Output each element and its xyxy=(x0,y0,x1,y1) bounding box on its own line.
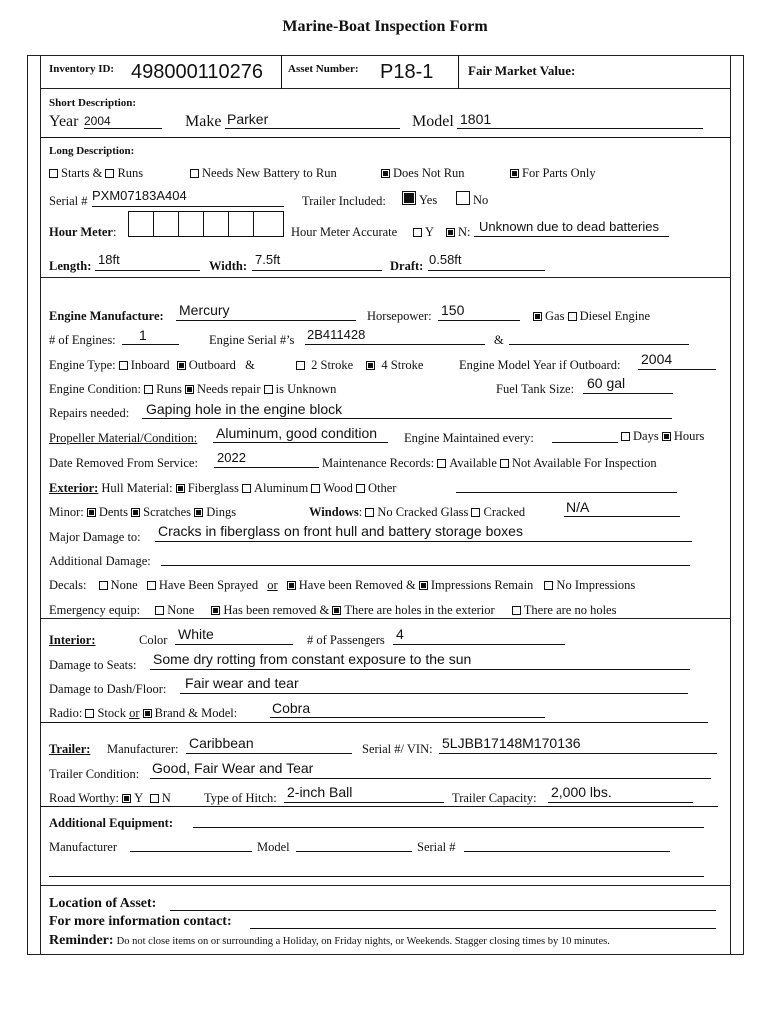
vin-value[interactable]: 5LJBB17148M170136 xyxy=(442,735,581,751)
engine-serial-label: Engine Serial #’s xyxy=(209,333,295,347)
other-line xyxy=(456,492,677,493)
vin-line xyxy=(439,753,717,754)
major-damage-value[interactable]: Cracks in fiberglass on front hull and battery storage boxes xyxy=(158,523,523,539)
engine-type-label: Engine Type: xyxy=(49,358,116,372)
fiberglass-checkbox[interactable] xyxy=(176,484,185,493)
contact-line xyxy=(250,928,716,929)
for-parts-option[interactable] xyxy=(510,166,596,181)
trailer-label: Trailer: xyxy=(49,742,91,756)
hour-meter-digit[interactable] xyxy=(203,211,229,237)
decals-sprayed-checkbox[interactable] xyxy=(147,581,156,590)
windows-label: Windows xyxy=(309,505,359,519)
reminder-row xyxy=(49,933,610,949)
vin-label: Serial #/ VIN: xyxy=(362,742,433,756)
addl-model-line xyxy=(296,851,412,852)
hm-note-line xyxy=(474,236,669,237)
hm-accurate-y-checkbox[interactable] xyxy=(413,228,422,237)
contact-label: For more information contact: xyxy=(49,914,232,929)
model-year-label: Engine Model Year if Outboard: xyxy=(459,358,621,372)
records-available-label: Available xyxy=(449,456,497,470)
starts-label: Starts & xyxy=(61,166,103,180)
days-checkbox[interactable] xyxy=(621,432,630,441)
addl-mfr-line xyxy=(130,851,252,852)
repairs-label: Repairs needed: xyxy=(49,406,130,420)
no-holes-label: There are no holes xyxy=(523,603,617,617)
hm-y-label: Y xyxy=(425,225,435,239)
dash-line xyxy=(180,693,688,694)
hours-checkbox[interactable] xyxy=(662,432,671,441)
location-label: Location of Asset: xyxy=(49,896,157,911)
records-not-available-label: Not Available For Inspection xyxy=(512,456,657,470)
inventory-label: Inventory ID: xyxy=(49,63,115,75)
trailer-yes-option[interactable] xyxy=(402,191,437,208)
trailer-yes-label: Yes xyxy=(419,193,438,207)
stroke-options xyxy=(296,358,423,373)
starts-checkbox[interactable] xyxy=(49,169,58,178)
minor-row xyxy=(49,505,236,520)
color-line xyxy=(175,644,293,645)
repairs-line xyxy=(142,418,672,419)
cracked-label: Cracked xyxy=(483,505,526,519)
addl-extra-line xyxy=(49,876,704,877)
hp-label: Horsepower: xyxy=(367,309,432,323)
num-engines-value[interactable]: 1 xyxy=(139,327,147,343)
cracked-checkbox[interactable] xyxy=(471,508,480,517)
serial-line xyxy=(92,206,284,207)
passengers-label: # of Passengers xyxy=(307,633,385,647)
additional-equipment-line xyxy=(193,827,704,828)
runs-label: Runs xyxy=(117,166,144,180)
trailer-rule xyxy=(40,806,718,807)
records-available-checkbox[interactable] xyxy=(437,459,446,468)
maint-options xyxy=(621,429,704,444)
fuel-line xyxy=(583,393,673,394)
maint-line xyxy=(552,442,618,443)
records-label: Maintenance Records: xyxy=(322,456,435,470)
hour-meter-digit[interactable] xyxy=(153,211,179,237)
width-value[interactable]: 7.5ft xyxy=(255,252,281,267)
trailer-included-label: Trailer Included: xyxy=(302,194,386,208)
outboard-checkbox[interactable] xyxy=(177,361,186,370)
hour-meter-digit[interactable] xyxy=(178,211,204,237)
num-engines-label: # of Engines: xyxy=(49,333,116,347)
radio-label: Radio: xyxy=(49,706,83,720)
aluminum-label: Aluminum xyxy=(254,481,309,495)
unknown-label: is Unknown xyxy=(275,382,337,396)
removed-label: Date Removed From Service: xyxy=(49,456,198,470)
repairs-value[interactable]: Gaping hole in the engine block xyxy=(146,401,343,417)
radio-brand-checkbox[interactable] xyxy=(143,709,152,718)
inventory-value[interactable]: 498000110276 xyxy=(131,61,263,83)
radio-row xyxy=(49,706,237,721)
reminder-label: Reminder: xyxy=(49,933,114,948)
trailer-mfr-value[interactable]: Caribbean xyxy=(189,735,254,751)
hp-value[interactable]: 150 xyxy=(441,302,465,318)
cond-runs-checkbox[interactable] xyxy=(144,385,153,394)
model-line xyxy=(457,128,703,129)
four-stroke-label: 4 Stroke xyxy=(381,358,424,372)
emergency-none-checkbox[interactable] xyxy=(155,606,164,615)
asset-value[interactable]: P18-1 xyxy=(380,61,434,83)
model-year-line xyxy=(638,369,716,370)
trailer-no-option[interactable] xyxy=(456,191,488,208)
removed-line xyxy=(214,467,319,468)
num-engines-line xyxy=(122,344,179,345)
asset-label: Asset Number: xyxy=(288,63,359,75)
short-desc-label: Short Description: xyxy=(49,97,137,109)
roadworthy-y-checkbox[interactable] xyxy=(122,794,131,803)
color-value[interactable]: White xyxy=(178,626,214,642)
hitch-label: Type of Hitch: xyxy=(204,791,277,805)
gas-option[interactable] xyxy=(533,309,650,324)
fmv-label: Fair Market Value: xyxy=(468,63,576,78)
engine-mfr-label: Engine Manufacture: xyxy=(49,309,164,323)
scratches-checkbox[interactable] xyxy=(131,508,140,517)
seats-label: Damage to Seats: xyxy=(49,658,137,672)
trailer-no-checkbox[interactable] xyxy=(456,191,470,205)
page-title: Marine-Boat Inspection Form xyxy=(282,18,488,35)
decals-or: or xyxy=(267,578,278,592)
hm-accurate-n-checkbox[interactable] xyxy=(446,228,455,237)
does-not-run-checkbox[interactable] xyxy=(381,169,390,178)
major-damage-label: Major Damage to: xyxy=(49,530,141,544)
emergency-row xyxy=(49,603,616,618)
unknown-checkbox[interactable] xyxy=(264,385,273,394)
serial-value[interactable]: PXM07183A404 xyxy=(92,188,187,203)
dings-checkbox[interactable] xyxy=(194,508,203,517)
prop-value[interactable]: Aluminum, good condition xyxy=(216,425,378,441)
width-label: Width: xyxy=(209,259,247,273)
no-cracked-checkbox[interactable] xyxy=(365,508,374,517)
fuel-value[interactable]: 60 gal xyxy=(587,375,626,391)
engine-serial-line xyxy=(305,344,485,345)
emergency-label: Emergency equip: xyxy=(49,603,141,617)
hm-n-label: N: xyxy=(458,225,471,239)
gas-checkbox[interactable] xyxy=(533,312,542,321)
needs-battery-option[interactable] xyxy=(190,166,337,181)
no-holes-checkbox[interactable] xyxy=(512,606,521,615)
removed-value[interactable]: 2022 xyxy=(217,450,246,465)
addl-serial-label: Serial # xyxy=(417,840,456,854)
does-not-run-option[interactable] xyxy=(381,166,465,181)
radio-brand-value[interactable]: Cobra xyxy=(272,700,311,716)
major-damage-line xyxy=(155,541,692,542)
trailer-yes-checkbox[interactable] xyxy=(402,191,416,205)
cond-runs-label: Runs xyxy=(156,382,182,396)
dash-label: Damage to Dash/Floor: xyxy=(49,682,167,696)
length-line xyxy=(95,270,200,271)
length-label: Length: xyxy=(49,259,92,273)
four-stroke-checkbox[interactable] xyxy=(366,361,375,370)
impressions-remain-checkbox[interactable] xyxy=(419,581,428,590)
radio-or: or xyxy=(129,706,140,720)
interior-rule xyxy=(40,722,708,723)
trailer-cond-label: Trailer Condition: xyxy=(49,767,140,781)
capacity-value[interactable]: 2,000 lbs. xyxy=(551,784,612,800)
section-rule xyxy=(40,137,731,138)
model-value[interactable]: 1801 xyxy=(460,111,492,127)
roadworthy-y-label: Y xyxy=(134,791,143,805)
hm-note-value[interactable]: Unknown due to dead batteries xyxy=(479,219,659,234)
dents-label: Dents xyxy=(98,505,129,519)
roadworthy-n-checkbox[interactable] xyxy=(150,794,159,803)
hours-label: Hours xyxy=(673,429,705,443)
additional-damage-label: Additional Damage: xyxy=(49,554,151,568)
impressions-remain-label: Impressions Remain xyxy=(430,578,534,592)
dash-value[interactable]: Fair wear and tear xyxy=(185,675,299,691)
hm-accurate-n-option[interactable] xyxy=(446,225,471,240)
two-stroke-label: 2 Stroke xyxy=(311,358,354,372)
needs-battery-label: Needs New Battery to Run xyxy=(202,166,337,180)
minor-label: Minor: xyxy=(49,505,84,519)
reminder-text: Do not close items on or surrounding a Holiday, on Friday nights, or Weekends. Stagger closing times by 10 minutes. xyxy=(116,936,610,947)
location-line xyxy=(170,910,716,911)
emergency-removed-label: Has been removed & xyxy=(223,603,330,617)
holes-label: There are holes in the exterior xyxy=(344,603,495,617)
no-impressions-label: No Impressions xyxy=(556,578,636,592)
decals-removed-label: Have been Removed & xyxy=(298,578,416,592)
decals-sprayed-label: Have Been Sprayed xyxy=(158,578,259,592)
two-stroke-checkbox[interactable] xyxy=(296,361,305,370)
draft-label: Draft: xyxy=(390,259,424,273)
seats-line xyxy=(150,669,690,670)
prop-line xyxy=(213,442,388,443)
no-impressions-checkbox[interactable] xyxy=(544,581,553,590)
radio-brand-label: Brand & Model: xyxy=(154,706,238,720)
roadworthy-n-label: N xyxy=(161,791,171,805)
header-divider xyxy=(458,55,459,89)
decals-none-checkbox[interactable] xyxy=(99,581,108,590)
prop-label: Propeller Material/Condition: xyxy=(49,431,198,445)
draft-value[interactable]: 0.58ft xyxy=(429,252,462,267)
trailer-mfr-line xyxy=(186,753,352,754)
trailer-no-label: No xyxy=(473,193,489,207)
does-not-run-label: Does Not Run xyxy=(393,166,465,180)
emergency-none-label: None xyxy=(167,603,195,617)
addl-model-label: Model xyxy=(257,840,290,854)
gas-label: Gas xyxy=(545,309,565,323)
seats-value[interactable]: Some dry rotting from constant exposure to the sun xyxy=(153,651,472,667)
long-desc-label: Long Description: xyxy=(49,145,135,157)
make-value[interactable]: Parker xyxy=(227,111,269,127)
days-label: Days xyxy=(633,429,659,443)
make-label: Make xyxy=(185,113,222,130)
hp-line xyxy=(438,320,520,321)
draft-line xyxy=(428,270,545,271)
hitch-value[interactable]: 2-inch Ball xyxy=(287,784,353,800)
radio-stock-label: Stock xyxy=(97,706,126,720)
passengers-value[interactable]: 4 xyxy=(396,626,404,642)
windows-row xyxy=(309,505,525,520)
additional-equipment-label: Additional Equipment: xyxy=(49,816,173,830)
decals-label: Decals: xyxy=(49,578,87,592)
decals-row xyxy=(49,578,635,593)
trailer-mfr-label: Manufacturer: xyxy=(107,742,179,756)
maint-label: Engine Maintained every: xyxy=(404,431,534,445)
diesel-checkbox[interactable] xyxy=(568,312,577,321)
emergency-removed-checkbox[interactable] xyxy=(211,606,220,615)
decals-removed-checkbox[interactable] xyxy=(287,581,296,590)
engine-type-amp: & xyxy=(245,358,255,372)
cracked-line xyxy=(564,516,680,517)
other-checkbox[interactable] xyxy=(356,484,365,493)
diesel-label: Diesel Engine xyxy=(579,309,651,323)
for-parts-label: For Parts Only xyxy=(522,166,596,180)
color-label: Color xyxy=(139,633,168,647)
runs-checkbox[interactable] xyxy=(105,169,114,178)
addl-mfr-label: Manufacturer xyxy=(49,840,118,854)
outboard-label: Outboard xyxy=(188,358,236,372)
capacity-label: Trailer Capacity: xyxy=(452,791,537,805)
dents-checkbox[interactable] xyxy=(87,508,96,517)
length-value[interactable]: 18ft xyxy=(98,252,120,267)
hull-row xyxy=(49,481,396,496)
hour-meter-digit[interactable] xyxy=(253,211,284,237)
hour-meter-digit[interactable] xyxy=(228,211,254,237)
holes-checkbox[interactable] xyxy=(332,606,341,615)
engine-mfr-value[interactable]: Mercury xyxy=(179,302,230,318)
scratches-label: Scratches xyxy=(143,505,192,519)
engine-serial-amp: & xyxy=(494,333,504,347)
engine-serial-value[interactable]: 2B411428 xyxy=(307,327,366,342)
roadworthy-label: Road Worthy: xyxy=(49,791,119,805)
additional-damage-line xyxy=(161,565,690,566)
aluminum-checkbox[interactable] xyxy=(242,484,251,493)
year-value[interactable]: 2004 xyxy=(84,114,111,128)
records-not-available-checkbox[interactable] xyxy=(500,459,509,468)
needs-repair-label: Needs repair xyxy=(196,382,261,396)
roadworthy-row xyxy=(49,791,171,806)
addl-serial-line xyxy=(464,851,670,852)
hitch-line xyxy=(284,802,444,803)
engine-mfr-line xyxy=(176,320,356,321)
header-divider xyxy=(281,55,282,89)
fiberglass-label: Fiberglass xyxy=(187,481,239,495)
hour-meter-label: Hour Meter: xyxy=(49,225,117,239)
interior-label: Interior: xyxy=(49,633,96,647)
trailer-cond-line xyxy=(150,778,711,779)
fuel-label: Fuel Tank Size: xyxy=(496,382,575,396)
hm-accurate-label: Hour Meter Accurate xyxy=(291,225,398,239)
year-line xyxy=(84,128,162,129)
capacity-line xyxy=(548,802,693,803)
wood-checkbox[interactable] xyxy=(311,484,320,493)
trailer-cond-value[interactable]: Good, Fair Wear and Tear xyxy=(152,760,314,776)
hour-meter-digit[interactable] xyxy=(128,211,154,237)
records-row xyxy=(322,456,657,471)
exterior-label: Exterior: xyxy=(49,481,99,495)
wood-label: Wood xyxy=(323,481,353,495)
model-label: Model xyxy=(412,113,454,130)
inboard-checkbox[interactable] xyxy=(119,361,128,370)
engine-serial-line-2 xyxy=(509,344,689,345)
serial-label: Serial # xyxy=(49,194,88,208)
engine-condition-row xyxy=(49,382,336,397)
width-line xyxy=(252,270,382,271)
passengers-line xyxy=(393,644,565,645)
decals-none-label: None xyxy=(110,578,138,592)
no-cracked-label: No Cracked Glass xyxy=(377,505,469,519)
needs-battery-checkbox[interactable] xyxy=(190,169,199,178)
other-label: Other xyxy=(367,481,397,495)
windows-colon: : xyxy=(358,505,363,519)
hull-label: Hull Material: xyxy=(101,481,173,495)
for-parts-checkbox[interactable] xyxy=(510,169,519,178)
dings-label: Dings xyxy=(206,505,237,519)
starts-runs-option[interactable] xyxy=(49,166,143,181)
radio-brand-line xyxy=(270,717,545,718)
year-label: Year xyxy=(49,113,79,130)
engine-cond-label: Engine Condition: xyxy=(49,382,142,396)
hm-accurate-y-option[interactable] xyxy=(413,225,434,240)
inboard-label: Inboard xyxy=(130,358,170,372)
radio-stock-checkbox[interactable] xyxy=(85,709,94,718)
make-line xyxy=(225,128,400,129)
model-year-value[interactable]: 2004 xyxy=(641,351,673,367)
cracked-value[interactable]: N/A xyxy=(566,499,590,515)
engine-type-row xyxy=(49,358,255,373)
needs-repair-checkbox[interactable] xyxy=(185,385,194,394)
